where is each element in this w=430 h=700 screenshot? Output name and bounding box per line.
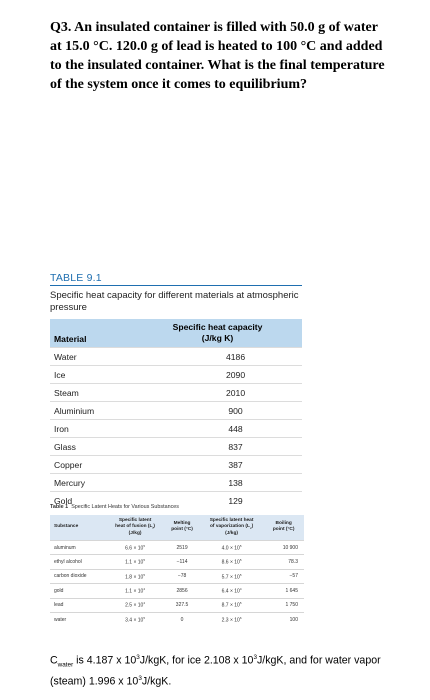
times-ten: × 10 xyxy=(228,545,240,552)
table-row xyxy=(50,348,302,366)
table-row xyxy=(50,402,302,420)
exponent: 4 xyxy=(239,586,242,591)
latent-vaporization-cell xyxy=(200,612,264,626)
header-latent-fusion-sub: f xyxy=(152,525,154,530)
times-ten: × 10 xyxy=(132,559,144,566)
exponent: 4 xyxy=(143,586,146,591)
specific-heat-cell: 129 xyxy=(133,492,302,510)
boiling-point-cell: 10 900 xyxy=(263,540,304,554)
latent-vaporization-cell xyxy=(200,555,264,569)
latent-vaporization-cell xyxy=(200,584,264,598)
times-ten: × 10 xyxy=(228,559,240,566)
latent-vaporization-cell xyxy=(200,598,264,612)
exponent: 5 xyxy=(239,572,242,577)
header-boiling-line1: Boiling xyxy=(275,521,292,527)
mantissa: 3.4 xyxy=(125,617,133,624)
header-specific-heat-line1: Specific heat capacity xyxy=(172,322,263,332)
melting-point-cell: −114 xyxy=(164,555,200,569)
material-cell: Iron xyxy=(50,420,133,438)
specific-heat-cell: 4186 xyxy=(133,348,302,366)
latent-vaporization-cell xyxy=(200,540,264,554)
header-latent-fusion-line1: Specific latent xyxy=(118,518,152,523)
note-sup-a: 3 xyxy=(136,654,140,661)
material-cell: Aluminium xyxy=(50,402,133,420)
table-row xyxy=(50,438,302,456)
exponent: 4 xyxy=(143,601,146,606)
boiling-point-cell: 1 750 xyxy=(263,598,304,612)
melting-point-cell: 327.5 xyxy=(164,598,200,612)
mantissa: 6.4 xyxy=(221,588,229,595)
exponent: 5 xyxy=(239,543,242,548)
substance-cell: water xyxy=(50,612,106,626)
note-text-b: J/kgK, for ice 2.108 x 10 xyxy=(139,654,254,667)
boiling-point-cell: 100 xyxy=(263,612,304,626)
table-row xyxy=(50,366,302,384)
header-specific-heat-line2: (J/kg K) xyxy=(201,333,234,343)
exponent: 5 xyxy=(143,572,146,577)
table-1 xyxy=(50,504,304,626)
latent-vaporization-cell xyxy=(200,569,264,583)
specific-heat-cell: 837 xyxy=(133,438,302,456)
table-row xyxy=(50,584,304,598)
material-cell: Glass xyxy=(50,438,133,456)
latent-fusion-cell xyxy=(106,598,164,612)
boiling-point-cell: 78.3 xyxy=(263,555,304,569)
header-latent-fusion xyxy=(106,515,164,540)
substance-cell: gold xyxy=(50,584,106,598)
specific-heat-cell: 448 xyxy=(133,420,302,438)
note-c-sub: water xyxy=(57,661,74,669)
times-ten: × 10 xyxy=(228,603,240,610)
table-1-label: Table 1 xyxy=(50,504,69,510)
exponent: 5 xyxy=(239,601,242,606)
header-latent-fusion-unit: (J/kg) xyxy=(128,530,142,536)
header-latent-vap-unit: (J/kg) xyxy=(225,530,238,536)
table-caption: Specific heat capacity for different materials at atmospheric pressure xyxy=(50,290,299,313)
mantissa: 1.1 xyxy=(125,559,133,566)
specific-heat-cell: 138 xyxy=(133,474,302,492)
header-substance: Substance xyxy=(54,524,79,530)
times-ten: × 10 xyxy=(228,588,240,595)
note-text-a: is 4.187 x 10 xyxy=(73,654,137,667)
material-cell: Steam xyxy=(50,384,133,402)
melting-point-cell: 0 xyxy=(164,612,200,626)
table-title: TABLE 9.1 xyxy=(50,272,302,286)
latent-fusion-cell xyxy=(106,555,164,569)
mantissa: 4.0 xyxy=(221,545,229,552)
material-cell: Ice xyxy=(50,366,133,384)
header-latent-vap-line2: of vaporization (L xyxy=(209,524,250,529)
boiling-point-cell: 1 645 xyxy=(263,584,304,598)
times-ten: × 10 xyxy=(132,588,144,595)
table-1-title xyxy=(50,504,304,510)
header-latent-fusion-close: ) xyxy=(153,524,156,529)
times-ten: × 10 xyxy=(132,617,144,624)
note-sup-c: 3 xyxy=(138,674,142,682)
mantissa: 6.6 xyxy=(125,545,133,552)
latent-fusion-cell xyxy=(106,584,164,598)
specific-heat-cell: 2010 xyxy=(133,384,302,402)
material-cell: Gold xyxy=(50,492,133,510)
times-ten: × 10 xyxy=(132,603,144,610)
specific-heat-table xyxy=(50,319,302,509)
times-ten: × 10 xyxy=(132,574,144,581)
table-row xyxy=(50,474,302,492)
note-text-d: J/kgK. xyxy=(141,675,172,688)
mantissa: 1.1 xyxy=(125,588,133,595)
table-1-caption: Specific Latent Heats for Various Substances xyxy=(71,504,179,510)
mantissa: 2.5 xyxy=(125,603,133,610)
boiling-point-cell: −57 xyxy=(263,569,304,583)
substance-cell: aluminum xyxy=(50,540,106,554)
table-row xyxy=(50,456,302,474)
table-row xyxy=(50,598,304,612)
header-melting-line1: Melting xyxy=(173,521,191,527)
header-latent-vap-close: ) xyxy=(251,524,254,529)
header-latent-vap-line1: Specific latent heat xyxy=(209,518,254,523)
times-ten: × 10 xyxy=(228,617,240,624)
header-melting-line2: point (°C) xyxy=(171,527,193,533)
times-ten: × 10 xyxy=(228,574,240,581)
times-ten: × 10 xyxy=(132,545,144,552)
mantissa: 8.7 xyxy=(221,603,229,610)
exponent: 5 xyxy=(143,615,146,620)
mantissa: 5.7 xyxy=(221,574,229,581)
exponent: 5 xyxy=(143,543,146,548)
header-latent-vap-sub: v xyxy=(249,525,252,530)
melting-point-cell: 2519 xyxy=(164,540,200,554)
mantissa: 2.3 xyxy=(221,617,229,624)
header-latent-fusion-line2: heat of fusion (L xyxy=(115,524,153,529)
substance-cell: ethyl alcohol xyxy=(50,555,106,569)
table-9-1 xyxy=(50,272,302,509)
header-latent-vaporization xyxy=(200,515,264,540)
table-row xyxy=(50,555,304,569)
table-row xyxy=(50,612,304,626)
material-cell: Mercury xyxy=(50,474,133,492)
note-sup-b: 3 xyxy=(253,654,257,661)
specific-heat-cell: 387 xyxy=(133,456,302,474)
mantissa: 1.8 xyxy=(125,574,133,581)
table-row xyxy=(50,420,302,438)
note-text-c: J/kgK, and for water vapor (steam) 1.996 x 10 xyxy=(50,654,381,688)
specific-heat-cell: 900 xyxy=(133,402,302,420)
exponent: 5 xyxy=(239,558,242,563)
material-cell: Copper xyxy=(50,456,133,474)
material-cell: Water xyxy=(50,348,133,366)
exponent: 5 xyxy=(143,558,146,563)
substance-cell: lead xyxy=(50,598,106,612)
melting-point-cell: −78 xyxy=(164,569,200,583)
header-specific-heat xyxy=(133,319,302,348)
latent-fusion-cell xyxy=(106,612,164,626)
melting-point-cell: 2856 xyxy=(164,584,200,598)
specific-heat-note xyxy=(50,651,400,688)
header-melting-point xyxy=(164,515,200,540)
specific-heat-cell: 2090 xyxy=(133,366,302,384)
header-boiling-line2: point (°C) xyxy=(272,527,295,533)
question-text: Q3. An insulated container is filled with 50.0 g of water at 15.0 °C. 120.0 g of lead is heated to 100 °C and added to the insulated container. What is the final temperature of the system once it comes to equilibrium? xyxy=(50,20,385,92)
header-boiling-point xyxy=(263,515,304,540)
exponent: 6 xyxy=(239,615,242,620)
mantissa: 8.6 xyxy=(221,559,229,566)
latent-heat-table xyxy=(50,515,304,626)
table-row xyxy=(50,569,304,583)
header-material: Material xyxy=(54,334,87,344)
latent-fusion-cell xyxy=(106,540,164,554)
latent-fusion-cell xyxy=(106,569,164,583)
table-row xyxy=(50,384,302,402)
table-row xyxy=(50,540,304,554)
substance-cell: carbon dioxide xyxy=(50,569,106,583)
note-c: C xyxy=(50,654,58,667)
